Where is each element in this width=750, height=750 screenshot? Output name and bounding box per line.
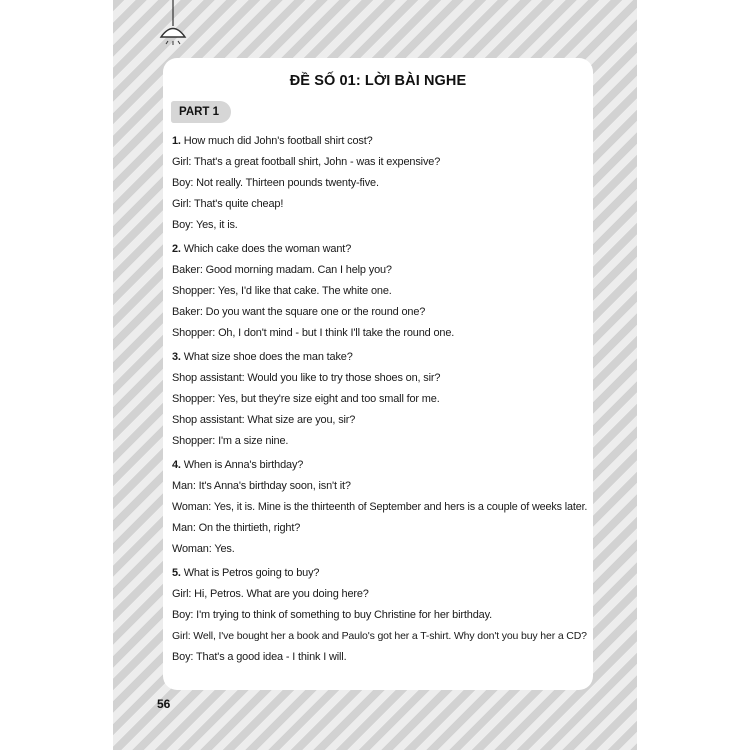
dialogue-line: Boy: I'm trying to think of something to buy Christine for her birthday. (172, 609, 492, 621)
question-number: 5. (172, 567, 181, 579)
dialogue-line: Baker: Do you want the square one or the round one? (172, 306, 426, 318)
dialogue-line: Shop assistant: Would you like to try those shoes on, sir? (172, 372, 441, 384)
question-text: What is Petros going to buy? (183, 567, 320, 579)
question-text: What size shoe does the man take? (183, 351, 353, 363)
question-number: 1. (172, 135, 181, 147)
page-title: ĐỀ SỐ 01: LỜI BÀI NGHE (289, 73, 467, 89)
question-line (172, 347, 590, 368)
dialogue-line: Man: It's Anna's birthday soon, isn't it? (172, 480, 351, 492)
question-block (172, 347, 590, 452)
part-badge: PART 1 (171, 101, 231, 123)
dialogue-line: Shopper: Yes, I'd like that cake. The white one. (172, 285, 392, 297)
dialogue-line: Shop assistant: What size are you, sir? (172, 414, 356, 426)
dialogue-line: Boy: Not really. Thirteen pounds twenty-five. (172, 177, 379, 189)
question-number: 4. (172, 459, 181, 471)
dialogue-line: Girl: That's quite cheap! (172, 198, 284, 210)
page-number: 56 (157, 697, 171, 711)
question-line (172, 455, 590, 476)
transcript-content (172, 131, 590, 671)
question-block (172, 455, 590, 560)
question-text: How much did John's football shirt cost? (183, 135, 373, 147)
dialogue-line: Woman: Yes, it is. Mine is the thirteenth of September and hers is a couple of weeks later. (172, 501, 588, 513)
book-page (113, 0, 637, 750)
dialogue-line: Boy: That's a good idea - I think I will. (172, 651, 347, 663)
dialogue-line: Girl: Well, I've bought her a book and Paulo's got her a T-shirt. Why don't you buy her a CD? (172, 630, 587, 642)
question-block (172, 131, 590, 236)
dialogue-line: Shopper: I'm a size nine. (172, 435, 289, 447)
question-number: 2. (172, 243, 181, 255)
question-line (172, 563, 590, 584)
dialogue-line: Boy: Yes, it is. (172, 219, 238, 231)
dialogue-line: Baker: Good morning madam. Can I help you? (172, 264, 392, 276)
question-block (172, 239, 590, 344)
dialogue-line: Woman: Yes. (172, 543, 235, 555)
question-block (172, 563, 590, 668)
question-number: 3. (172, 351, 181, 363)
question-line (172, 131, 590, 152)
dialogue-line: Girl: Hi, Petros. What are you doing here? (172, 588, 369, 600)
dialogue-line: Shopper: Yes, but they're size eight and too small for me. (172, 393, 440, 405)
question-text: Which cake does the woman want? (183, 243, 352, 255)
question-line (172, 239, 590, 260)
lamp-icon (159, 0, 187, 46)
dialogue-line: Girl: That's a great football shirt, John - was it expensive? (172, 156, 441, 168)
transcript-card (163, 58, 593, 690)
dialogue-line: Shopper: Oh, I don't mind - but I think I'll take the round one. (172, 327, 455, 339)
dialogue-line: Man: On the thirtieth, right? (172, 522, 301, 534)
question-text: When is Anna's birthday? (183, 459, 304, 471)
